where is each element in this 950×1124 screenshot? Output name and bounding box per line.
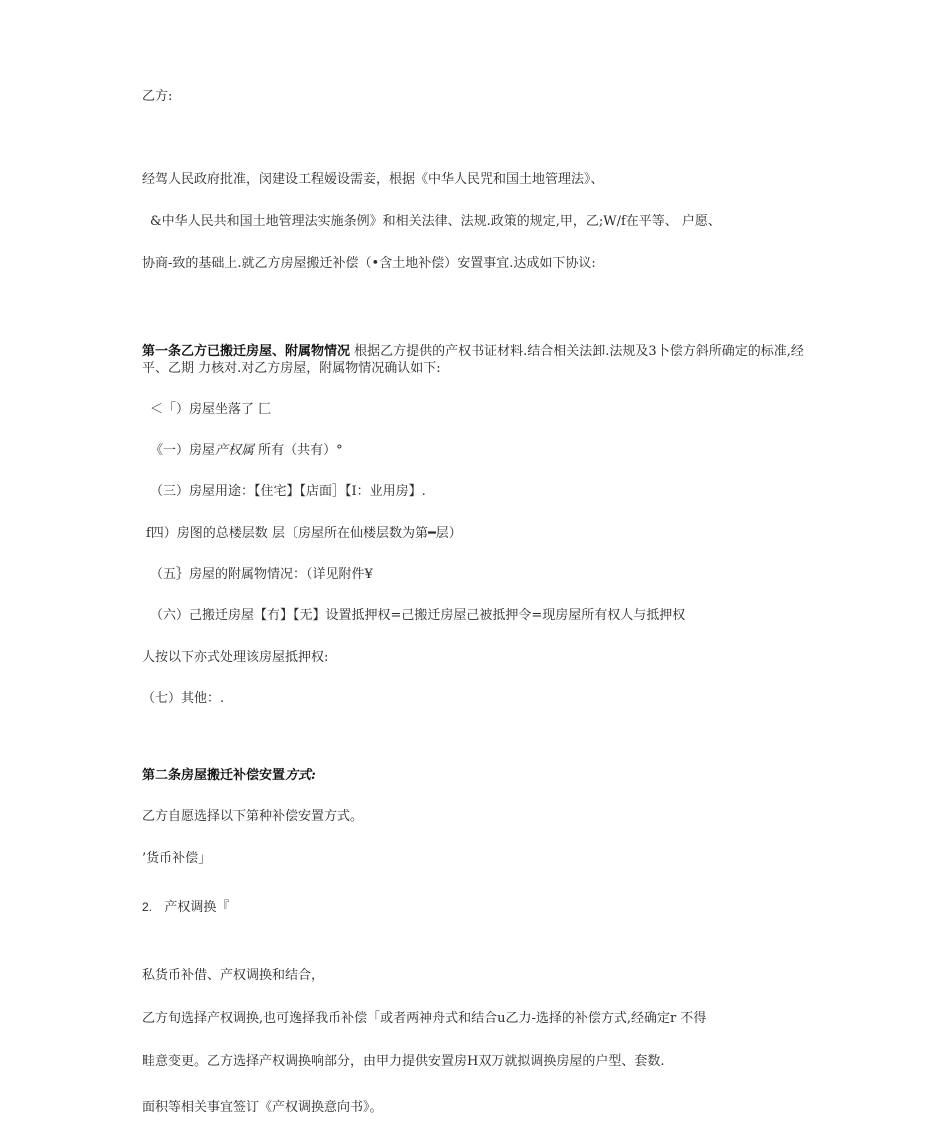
article-2-title: 第二条房屋搬迁补偿安置方式: bbox=[142, 768, 316, 783]
item-3-usage: （三）房屋用途：【住宅】【店面］【I：业用房】. bbox=[150, 484, 426, 499]
item-2-ownership: 《一）房屋产权属 所有（共有）° bbox=[150, 443, 343, 458]
option-2-property-swap: 2. 产权调换『 bbox=[142, 900, 230, 915]
option-3-combined: 私货币补借、产权调换和结合， bbox=[142, 968, 325, 983]
article-2-choice: 乙方自愿选择以下第种补偿安置方式。 bbox=[142, 809, 364, 824]
article-1-title: 第一条乙方已搬迁房屋、附属物情况 bbox=[142, 344, 351, 359]
item-6-mortgage: （六）己搬迁房屋【冇】【无】设置抵押权=己搬迁房屋己被抵押令=现房屋所有权人与抵押权 bbox=[150, 608, 686, 623]
item-7-other: （七）其他：. bbox=[142, 691, 225, 706]
article-2-line-5: 乙方旬选择产权调换,也可逸择我币补偿「或者两神舟式和结合u乙力-选择的补偿方式,经确定r 不得 bbox=[142, 1011, 707, 1026]
item-1-location: ＜「）房屋坐落了 匚 bbox=[150, 402, 272, 417]
item-6-mortgage-cont: 人按以下亦式处理该房屋抵押权: bbox=[142, 650, 329, 665]
option-1-monetary: ’货币补偿」 bbox=[142, 851, 212, 866]
intro-line-1: 经驾人民政府批准，闵建设工程嫒设需妾，根据《中华人民咒和国土地管理法》、 bbox=[142, 172, 604, 187]
article-2-line-7: 面积等相关事宜签订《产权调换意向书》。 bbox=[142, 1100, 383, 1115]
article-2-line-6: 畦意变更。乙方选择产权调换响部分，由甲力提供安置房H双万就拟调换房屋的户型、套数. bbox=[142, 1054, 665, 1069]
item-2-italic-text: 产权属 bbox=[215, 443, 255, 458]
article-1-paragraph bbox=[142, 343, 808, 377]
item-5-attachments: （五｝房屋的附属物情况：（详见附件¥ bbox=[150, 567, 373, 582]
article-1-body: 根据乙方提供的产权书证材料.结合相关法卸.法规及3卜偿方斜所确定的标准,经平、乙期 力核对.对乙方房屋，附属物情况确认如下: bbox=[142, 344, 804, 376]
item-4-floors: f四）房图的总楼层数 层〔房屋所在仙楼层数为第━层） bbox=[146, 526, 462, 541]
party-b-label: 乙方: bbox=[142, 89, 173, 104]
intro-line-2: &中华人民共和国土地管理法实施条例》和相关法律、法规.政策的规定,甲，乙;W/f在平等、 户愿、 bbox=[150, 214, 721, 229]
intro-line-3: 协商-致的基础上.就乙方房屋搬迁补偿（•含土地补偿）安置事宜.达成如下协议: bbox=[142, 256, 596, 271]
